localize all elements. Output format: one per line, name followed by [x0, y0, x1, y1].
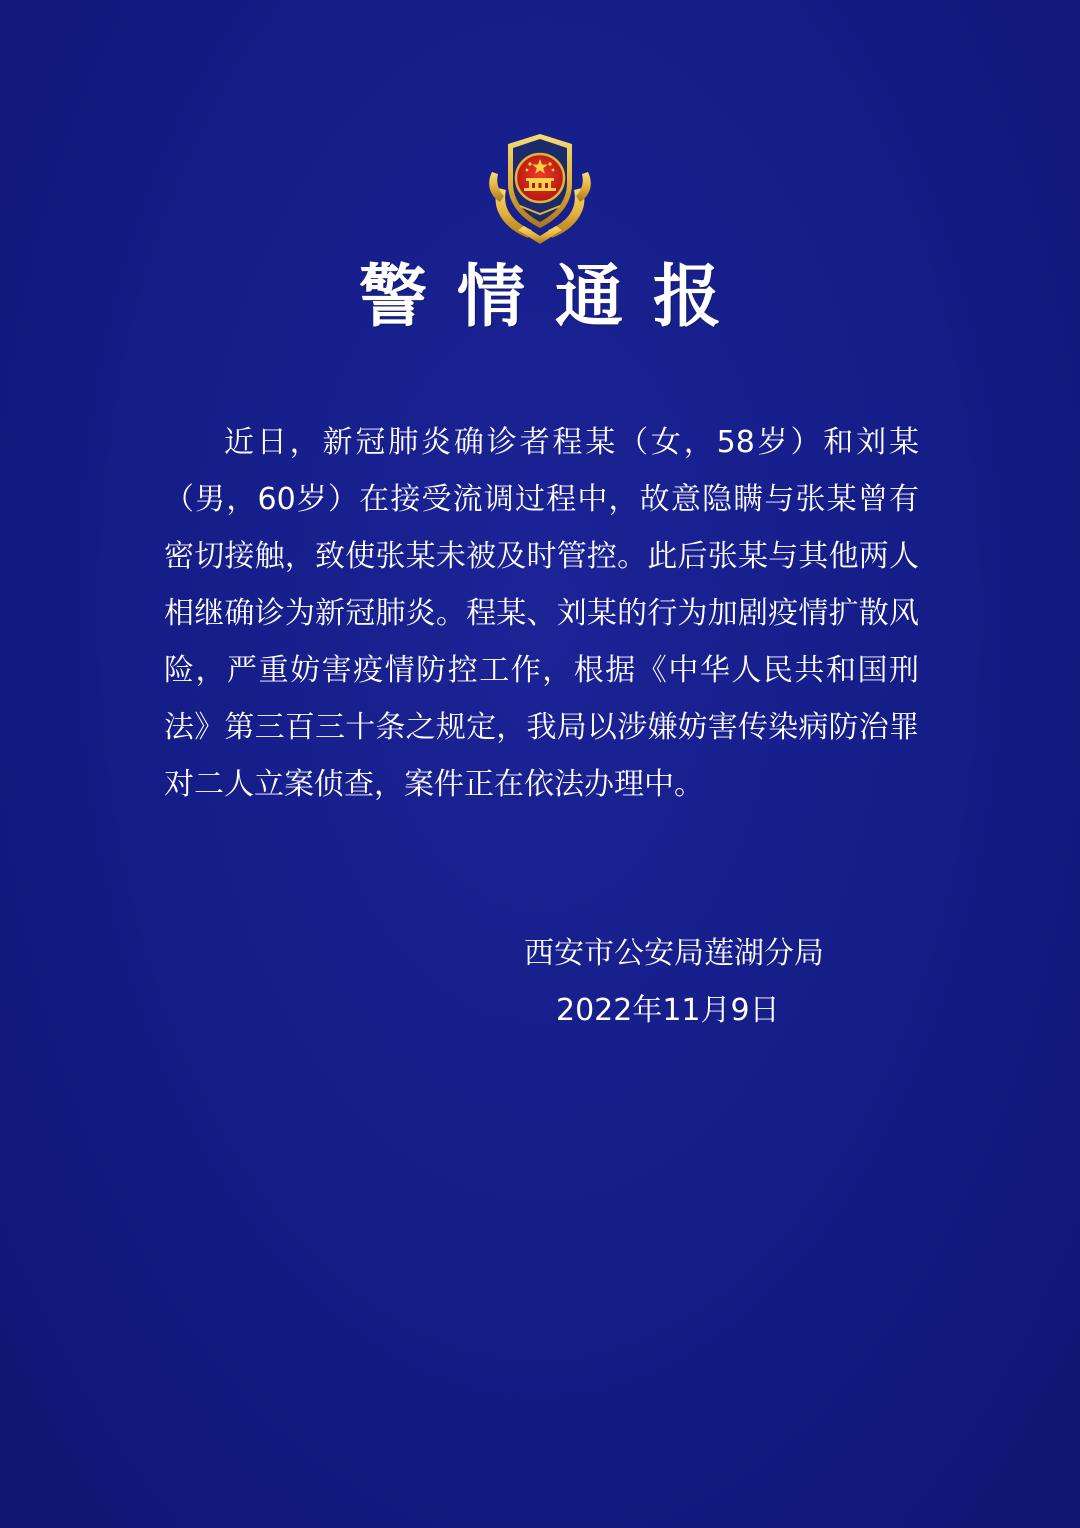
police-emblem-icon: [480, 126, 600, 246]
issue-date: 2022年11月9日: [556, 993, 780, 1028]
signature-block: [524, 925, 864, 1039]
notice-body: 近日，新冠肺炎确诊者程某（女，58岁）和刘某（男，60岁）在接受流调过程中，故意隐瞒与张某曾有密切接触，致使张某未被及时管控。此后张某与其他两人相继确诊为新冠肺炎。程某、刘某的行为加剧疫情扩散风险，严重妨害疫情防控工作，根据《中华人民共和国刑法》第三百三十条之规定，我局以涉嫌妨害传染病防治罪对二人立案侦查，案件正在依法办理中。: [164, 425, 919, 802]
notice-title: 警情通报: [358, 258, 751, 337]
issuing-organization: 西安市公安局莲湖分局: [524, 936, 824, 971]
